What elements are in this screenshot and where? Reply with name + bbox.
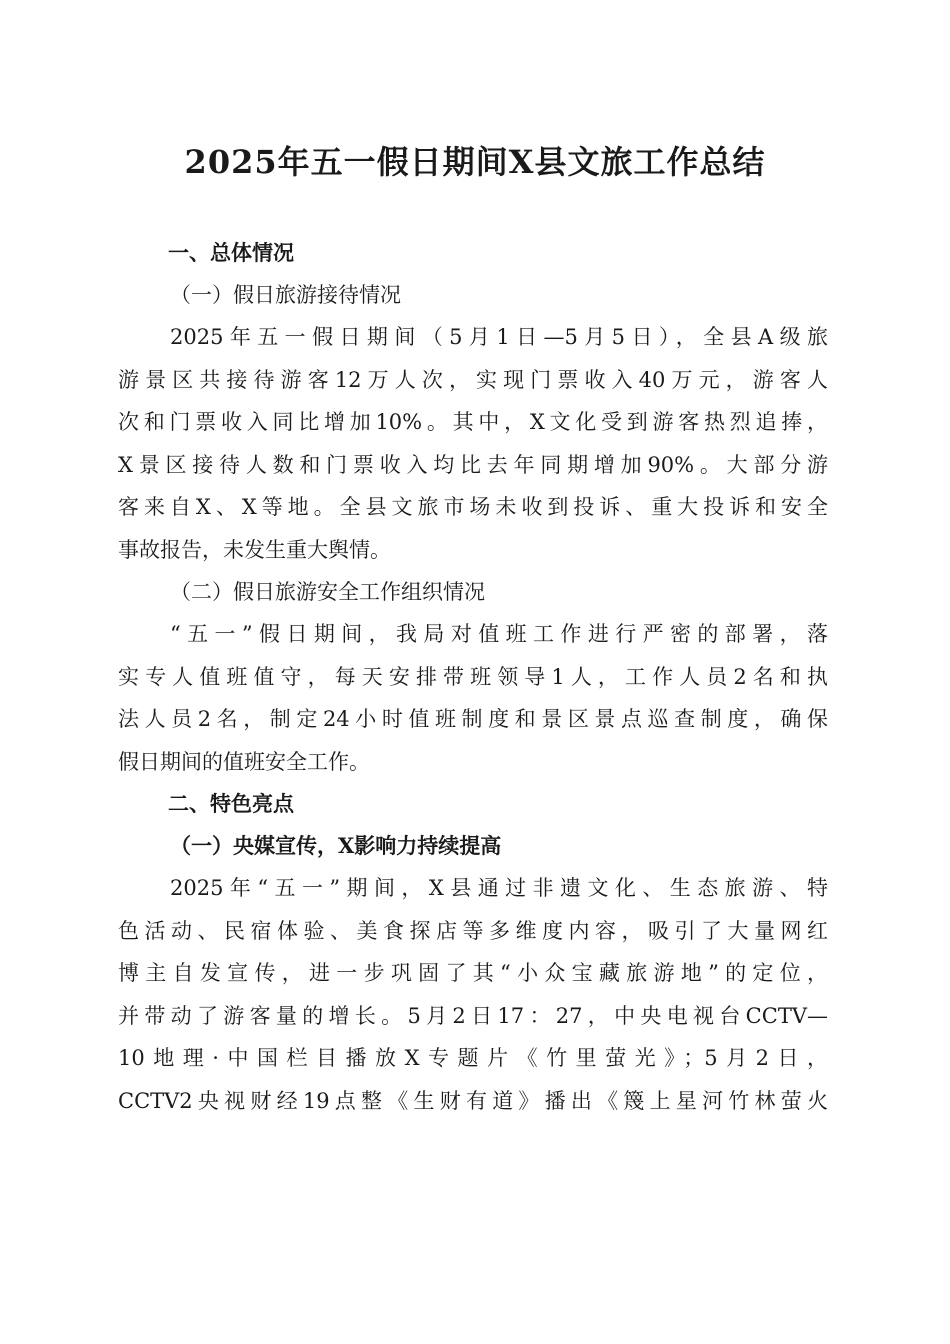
paragraph-line: 2025年“五一”期间，X县通过非遗文化、生态旅游、特	[170, 876, 828, 900]
paragraph-line: 10地理·中国栏目播放X专题片《竹里萤光》；5月2日，	[118, 1046, 828, 1070]
document-body	[118, 232, 828, 1122]
paragraph-media	[118, 867, 828, 1122]
paragraph-line: 博主自发宣传，进一步巩固了其“小众宝藏旅游地”的定位，	[118, 961, 828, 985]
paragraph-line: 游景区共接待游客12万人次，实现门票收入40万元，游客人	[118, 367, 828, 392]
paragraph-reception	[118, 316, 828, 571]
subsection-heading-reception: （一）假日旅游接待情况	[170, 283, 401, 307]
section-heading-overview: 一、总体情况	[168, 241, 294, 265]
paragraph-line: 次和门票收入同比增加10%。其中，X文化受到游客热烈追捧，	[118, 410, 828, 434]
paragraph-line: 并带动了游客量的增长。5月2日17：27，中央电视台CCTV—	[118, 1003, 828, 1028]
paragraph-line: 2025年五一假日期间（5月1日—5月5日），全县A级旅	[170, 325, 828, 349]
paragraph-safety	[118, 613, 828, 783]
paragraph-line: 事故报告，未发生重大舆情。	[118, 537, 391, 562]
section-heading-highlights: 二、特色亮点	[168, 792, 294, 816]
paragraph-line: CCTV2央视财经19点整《生财有道》播出《篾上星河竹林萤火	[118, 1088, 828, 1113]
paragraph-line: 实专人值班值守，每天安排带班领导1人，工作人员2名和执	[118, 664, 828, 689]
subsection-heading-safety: （二）假日旅游安全工作组织情况	[170, 580, 485, 604]
document-title: 2025年五一假日期间X县文旅工作总结	[184, 143, 766, 181]
paragraph-line: 假日期间的值班安全工作。	[118, 749, 370, 774]
paragraph-line: 色活动、民宿体验、美食探店等多维度内容，吸引了大量网红	[118, 918, 828, 943]
paragraph-line: 法人员2名，制定24小时值班制度和景区景点巡查制度，确保	[118, 707, 828, 731]
paragraph-line: 客来自X、X等地。全县文旅市场未收到投诉、重大投诉和安全	[118, 495, 828, 519]
paragraph-line: “五一”假日期间，我局对值班工作进行严密的部署，落	[170, 622, 828, 646]
subsection-heading-media: （一）央媒宣传，X影响力持续提高	[170, 833, 502, 858]
paragraph-line: X景区接待人数和门票收入均比去年同期增加90%。大部分游	[118, 452, 828, 477]
